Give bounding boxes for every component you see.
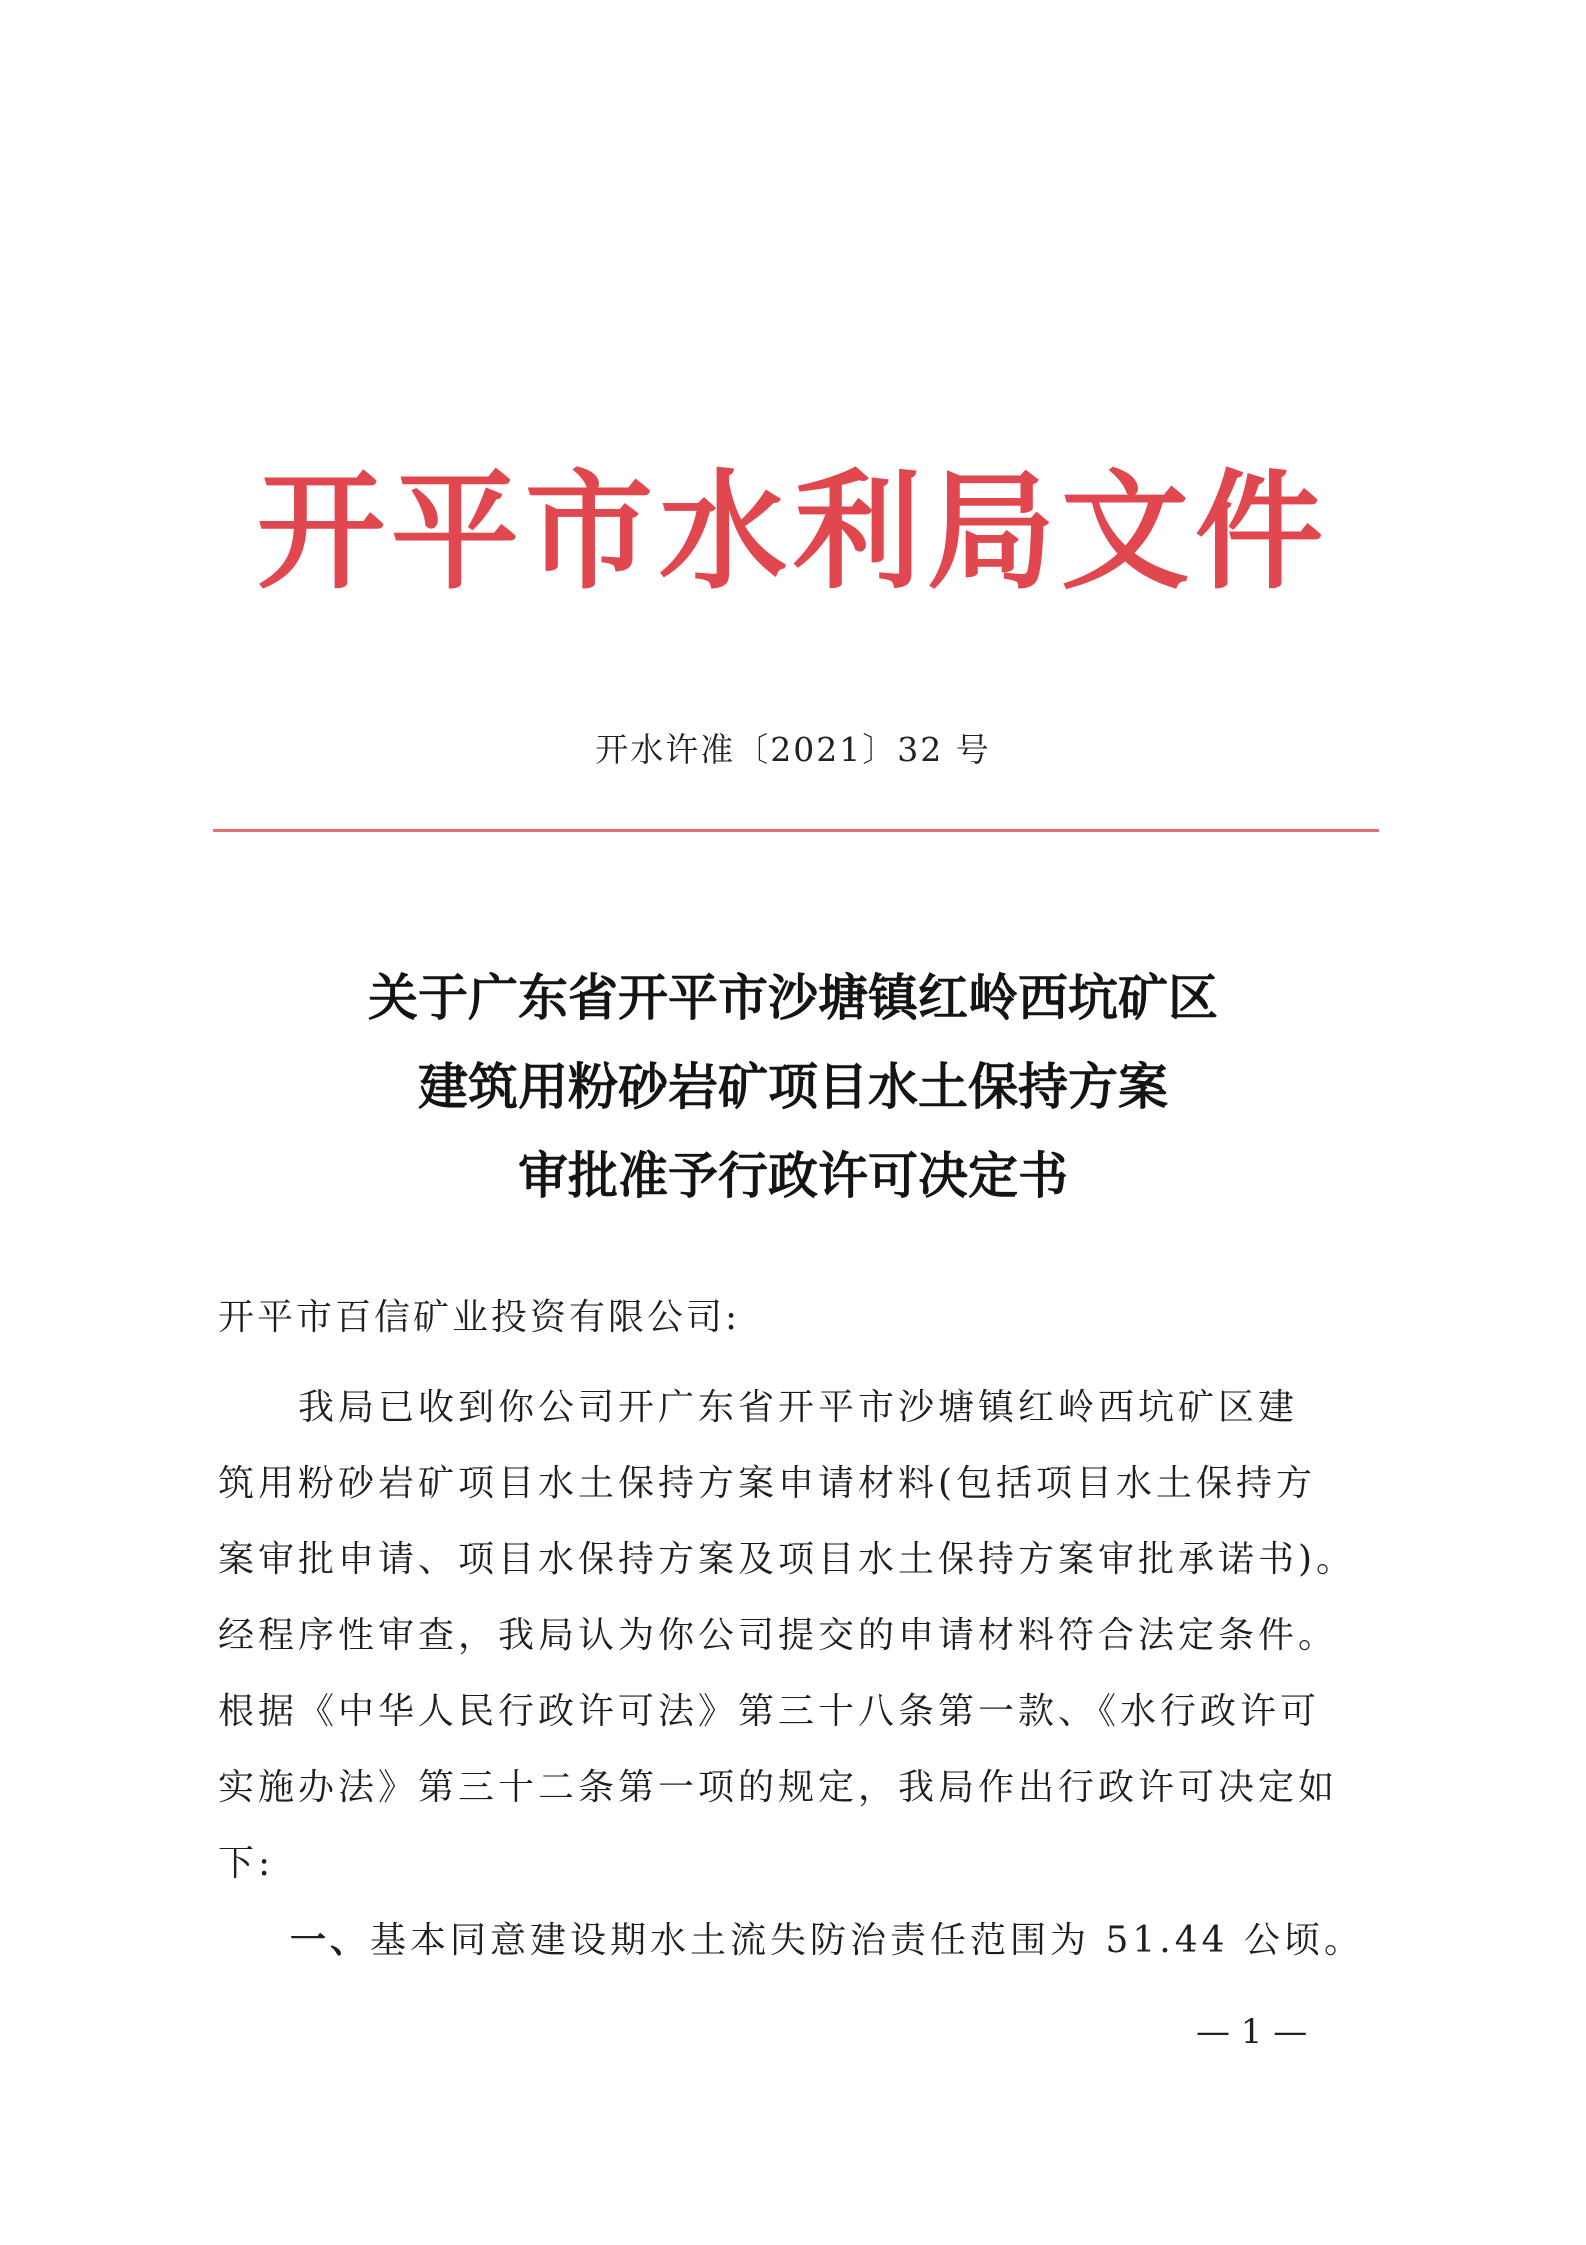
paragraph-line: 筑用粉砂岩矿项目水土保持方案申请材料(包括项目水土保持方 [218,1463,1317,1504]
red-divider-line [213,829,1379,832]
paragraph-line: 下: [218,1843,275,1884]
paragraph-line: 经程序性审查，我局认为你公司提交的申请材料符合法定条件。 [218,1615,1339,1656]
title-line-2: 建筑用粉砂岩矿项目水土保持方案 [418,1058,1168,1116]
salutation: 开平市百信矿业投资有限公司: [218,1297,741,1338]
item-1 [290,1919,1364,1961]
issuer-red-header: 开平市水利局文件 [256,457,1329,607]
item-1-text: 基本同意建设期水土流失防治责任范围为 51.44 公顷。 [370,1920,1364,1961]
item-1-number: 一、 [290,1919,371,1961]
paragraph-line: 实施办法》第三十二条第一项的规定，我局作出行政许可决定如 [218,1767,1339,1808]
paragraph-line: 案审批申请、项目水保持方案及项目水土保持方案审批承诺书)。 [218,1539,1357,1580]
page-number: — 1 — [1196,2012,1308,2052]
paragraph-line: 根据《中华人民行政许可法》第三十八条第一款、《水行政许可 [218,1691,1321,1732]
document-number: 开水许准〔2021〕32 号 [595,730,991,769]
document-title [0,954,1586,1221]
title-line-1: 关于广东省开平市沙塘镇红岭西坑矿区 [368,969,1218,1027]
paragraph-line: 我局已收到你公司开广东省开平市沙塘镇红岭西坑矿区建 [218,1387,1299,1428]
title-line-3: 审批准予行政许可决定书 [518,1147,1068,1205]
